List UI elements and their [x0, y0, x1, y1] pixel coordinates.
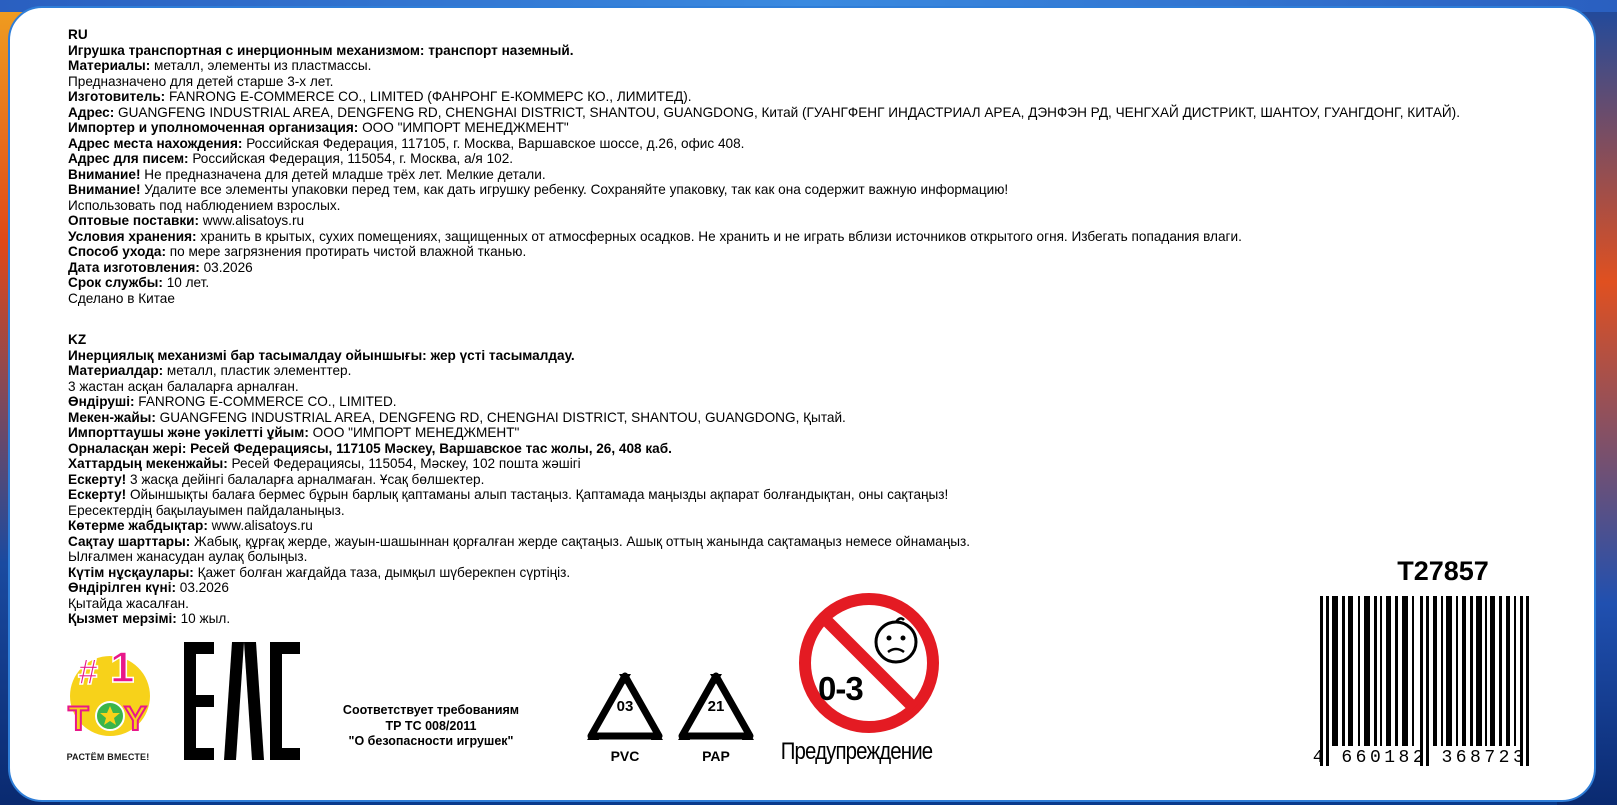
kz-life-value: 10 жыл.	[176, 611, 231, 626]
age-warning-text: Предупреждение	[780, 738, 933, 765]
kz-address-label: Мекен-жайы:	[68, 409, 156, 425]
eac-mark-icon	[184, 642, 300, 760]
kz-importer-label: Импорттаушы және уәкілетті ұйым:	[68, 425, 309, 440]
ru-care	[68, 244, 1568, 260]
kz-mail-label: Хаттардың мекенжайы:	[68, 456, 228, 471]
ru-warning-2-label: Внимание!	[68, 182, 141, 197]
svg-text:Y: Y	[124, 700, 147, 738]
ru-manufacturer-label: Изготовитель:	[68, 89, 166, 104]
ru-warning-1-label: Внимание!	[68, 166, 141, 182]
ru-mail-label: Адрес для писем:	[68, 151, 189, 166]
ru-location-label: Адрес места нахождения:	[68, 135, 243, 151]
kz-materials	[68, 363, 1568, 379]
kz-care	[68, 565, 1568, 581]
kz-moisture: Ылғалмен жанасудан аулақ болыңыз.	[68, 549, 308, 564]
kz-mail	[68, 456, 1568, 472]
ru-materials	[68, 58, 1568, 74]
ru-title: Игрушка транспортная с инерционным механизмом: транспорт наземный.	[68, 42, 574, 58]
ru-life-value: 10 лет.	[162, 275, 210, 290]
kz-warning-2-value: Ойыншықты балаға бермес бұрын барлық қаптаманы алып тастаңыз. Қаптамада маңызды ақпарат болғандықтан, оны сақтаңыз!	[126, 487, 949, 502]
ru-age: Предназначено для детей старше 3-х лет.	[68, 73, 334, 89]
ru-date	[68, 260, 1568, 276]
kz-wholesale-label: Көтерме жабдықтар:	[68, 518, 208, 533]
ru-storage-label: Условия хранения:	[68, 228, 197, 244]
kz-life-label: Қызмет мерзімі:	[68, 611, 177, 626]
recycle-label-pap: PAP	[702, 748, 730, 764]
kz-materials-value: металл, пластик элементтер.	[163, 363, 352, 378]
age-warning-icon	[796, 590, 942, 736]
ru-address-value: GUANGFENG INDUSTRIAL AREA, DENGFENG RD, CHENGHAI DISTRICT, SHANTOU, GUANGDONG, Китай (ГУАНГФЕНГ ИНДАСТРИАЛ АРЕА, ДЭНФЭН РД, ЧЕНГХАЙ ДИСТРИКТ, ШАНТОУ, ГУАНГДОНГ, КИТАЙ).	[114, 104, 1460, 120]
kz-age: 3 жастан асқан балаларға арналған.	[68, 378, 299, 394]
ru-lang-code: RU	[68, 27, 88, 42]
ru-mail-value: Российская Федерация, 115054, г. Москва, а/я 102.	[188, 151, 514, 166]
kz-warning-1	[68, 472, 1568, 488]
kz-supervision: Ересектердің бақылауымен пайдаланыңыз.	[68, 502, 345, 518]
kz-storage-value: Жабық, құрғақ жерде, жауын-шашыннан қорғалған жерде сақтаңыз. Ашық оттың жанында сақтамаңыз немесе ойнамаңыз.	[190, 533, 971, 549]
ru-manufacturer-value: FANRONG E-COMMERCE CO., LIMITED (ФАНРОНГ Е-КОММЕРС КО., ЛИМИТЕД).	[165, 89, 692, 104]
ru-materials-value: металл, элементы из пластмассы.	[150, 58, 372, 73]
barcode-icon	[1318, 596, 1530, 766]
kz-manufacturer-value: FANRONG E-COMMERCE CO., LIMITED.	[134, 394, 397, 409]
ru-warning-2	[68, 182, 1568, 198]
kz-location: Орналасқан жері: Ресей Федерациясы, 117105 Мәскеу, Варшавское тас жолы, 26, 408 каб.	[68, 440, 672, 456]
ru-importer-value: ООО "ИМПОРТ МЕНЕДЖМЕНТ"	[358, 120, 569, 135]
kz-manufacturer	[68, 394, 1568, 410]
kz-title: Инерциялық механизмі бар тасымалдау ойыншығы: жер үсті тасымалдау.	[68, 347, 575, 363]
ru-section	[68, 27, 1568, 306]
ru-address-label: Адрес:	[68, 104, 115, 120]
kz-address	[68, 410, 1568, 426]
recycle-label-pvc: PVC	[610, 748, 640, 764]
kz-warning-1-label: Ескерту!	[68, 471, 127, 487]
ru-materials-label: Материалы:	[68, 58, 151, 73]
kz-date-label: Өндірілген күні:	[68, 580, 176, 595]
conformity-statement	[320, 703, 542, 750]
kz-care-value: Қажет болған жағдайда таза, дымқыл шүберекпен сүртіңіз.	[193, 564, 571, 580]
ru-date-label: Дата изготовления:	[68, 259, 200, 275]
kz-materials-label: Материалдар:	[68, 363, 164, 378]
ru-storage	[68, 229, 1568, 245]
brand-tagline: РАСТЁМ ВМЕСТЕ!	[66, 752, 150, 762]
barcode-digits: 4 660182 368723	[1312, 748, 1528, 768]
ru-warning-1	[68, 167, 1568, 183]
ru-mail	[68, 151, 1568, 167]
conformity-line-1: Соответствует требованиям	[342, 703, 520, 717]
kz-importer	[68, 425, 1568, 441]
ru-care-label: Способ ухода:	[68, 244, 166, 259]
ru-life	[68, 275, 1568, 291]
kz-origin: Қытайда жасалған.	[68, 595, 189, 611]
kz-care-label: Күтім нұсқаулары:	[68, 564, 194, 580]
conformity-line-3: "О безопасности игрушек"	[348, 734, 514, 748]
ru-care-value: по мере загрязнения протирать чистой влажной тканью.	[165, 244, 527, 259]
kz-warning-2-label: Ескерту!	[68, 487, 127, 502]
kz-mail-value: Ресей Федерациясы, 115054, Мәскеу, 102 пошта жәшігі	[227, 456, 581, 471]
kz-wholesale	[68, 518, 1568, 534]
kz-wholesale-value: www.alisatoys.ru	[207, 518, 313, 533]
svg-text:T: T	[68, 700, 89, 738]
product-sku: T27857	[1397, 556, 1489, 586]
kz-importer-value: ООО "ИМПОРТ МЕНЕДЖМЕНТ"	[308, 425, 520, 440]
kz-warning-2	[68, 487, 1568, 503]
kz-address-value: GUANGFENG INDUSTRIAL AREA, DENGFENG RD, CHENGHAI DISTRICT, SHANTOU, GUANGDONG, Қытай.	[155, 409, 846, 425]
ru-manufacturer	[68, 89, 1568, 105]
ru-date-value: 03.2026	[199, 259, 253, 275]
kz-storage-label: Сақтау шарттары:	[68, 533, 191, 549]
recycle-number-pap: 21	[707, 698, 725, 715]
kz-section	[68, 332, 1568, 627]
ru-wholesale-label: Оптовые поставки:	[68, 213, 200, 228]
ru-origin: Сделано в Китае	[68, 290, 175, 306]
ru-importer	[68, 120, 1568, 136]
ru-location-value: Российская Федерация, 117105, г. Москва, Варшавское шоссе, д.26, офис 408.	[242, 135, 745, 151]
kz-lang-code: KZ	[68, 332, 87, 347]
recycle-symbol-pvc	[585, 668, 665, 748]
kz-storage	[68, 534, 1568, 550]
recycle-symbol-pap	[676, 668, 756, 748]
ru-address	[68, 105, 1568, 121]
ru-warning-2-value: Удалите все элементы упаковки перед тем, как дать игрушку ребенку. Сохраняйте упаковку, так как она содержит важную информацию!	[140, 182, 1009, 197]
svg-text:1: 1	[110, 643, 135, 692]
ru-location	[68, 136, 1568, 152]
conformity-line-2: ТР ТС 008/2011	[385, 718, 477, 733]
kz-manufacturer-label: Өндіруші:	[68, 394, 135, 409]
ru-storage-value: хранить в крытых, сухих помещениях, защищенных от атмосферных осадков. Не хранить и не играть вблизи источников открытого огня. Избегать попадания влаги.	[196, 228, 1242, 244]
ru-wholesale	[68, 213, 1568, 229]
kz-date-value: 03.2026	[176, 580, 229, 595]
ru-importer-label: Импортер и уполномоченная организация:	[68, 120, 359, 135]
svg-text:#: #	[78, 651, 99, 692]
ru-supervision: Использовать под наблюдением взрослых.	[68, 197, 341, 213]
ru-life-label: Срок службы:	[68, 275, 163, 290]
kz-warning-1-value: 3 жасқа дейінгі балаларға арналмаған. Ұсақ бөлшектер.	[126, 471, 485, 487]
ru-warning-1-value: Не предназначена для детей младше трёх лет. Мелкие детали.	[140, 166, 546, 182]
brand-logo-icon	[58, 638, 158, 750]
age-warning-range: 0-3	[818, 670, 863, 707]
ru-wholesale-value: www.alisatoys.ru	[199, 213, 305, 228]
recycle-number-pvc: 03	[616, 698, 634, 715]
